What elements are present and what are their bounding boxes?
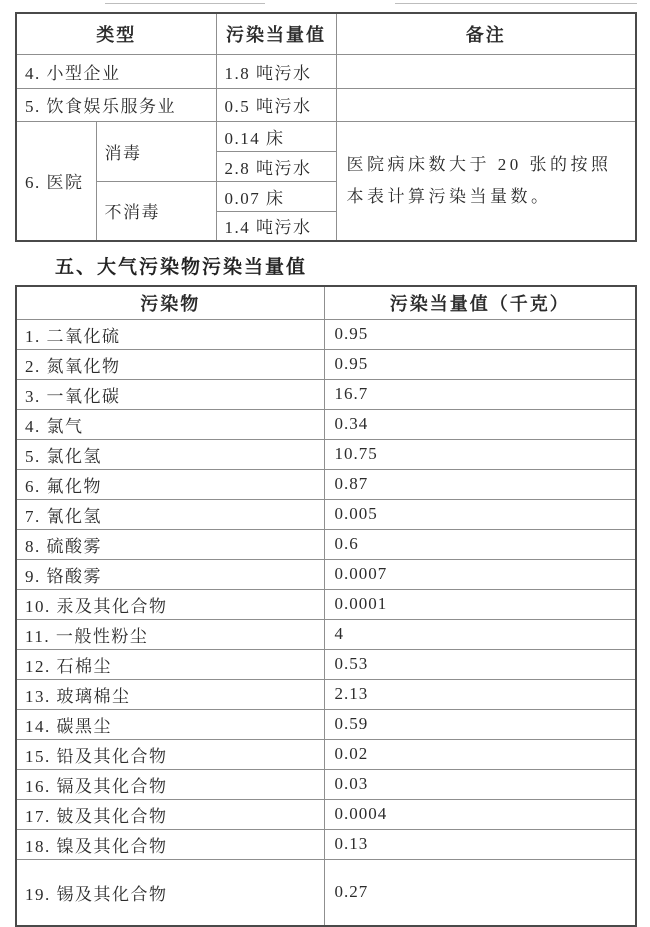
pollutant-name-cell: 15. 铅及其化合物 <box>16 739 324 769</box>
pollutant-value-cell: 0.27 <box>324 859 636 926</box>
type-cell: 4. 小型企业 <box>16 54 216 88</box>
table-header-row <box>16 286 636 319</box>
value-cell: 1.8 吨污水 <box>216 54 336 88</box>
pollutant-value-cell: 10.75 <box>324 439 636 469</box>
pollutant-value-cell: 4 <box>324 619 636 649</box>
table-row <box>16 619 636 649</box>
document-page <box>15 0 635 927</box>
pollutant-value-cell: 0.59 <box>324 709 636 739</box>
table-row <box>16 319 636 349</box>
pollutant-name-cell: 17. 铍及其化合物 <box>16 799 324 829</box>
air-pollutant-equivalent-table <box>15 285 637 927</box>
table-row <box>16 409 636 439</box>
pollutant-name-cell: 8. 硫酸雾 <box>16 529 324 559</box>
pollutant-value-cell: 0.6 <box>324 529 636 559</box>
pollutant-name-cell: 5. 氯化氢 <box>16 439 324 469</box>
type-cell: 5. 饮食娱乐服务业 <box>16 88 216 121</box>
pollutant-value-cell: 0.0001 <box>324 589 636 619</box>
value-cell: 2.8 吨污水 <box>216 151 336 181</box>
pollutant-name-cell: 1. 二氧化硫 <box>16 319 324 349</box>
table-row <box>16 529 636 559</box>
value-cell: 0.5 吨污水 <box>216 88 336 121</box>
pollutant-value-cell: 0.0004 <box>324 799 636 829</box>
table-row <box>16 799 636 829</box>
header-note: 备注 <box>336 13 636 54</box>
pollutant-value-cell: 0.13 <box>324 829 636 859</box>
pollutant-value-cell: 0.03 <box>324 769 636 799</box>
pollutant-value-cell: 0.95 <box>324 319 636 349</box>
table-row <box>16 649 636 679</box>
table-row <box>16 54 636 88</box>
sewage-equivalent-table <box>15 12 637 242</box>
pollutant-name-cell: 14. 碳黑尘 <box>16 709 324 739</box>
table-row <box>16 559 636 589</box>
header-pollutant: 污染物 <box>16 286 324 319</box>
pollutant-name-cell: 13. 玻璃棉尘 <box>16 679 324 709</box>
pollutant-value-cell: 0.02 <box>324 739 636 769</box>
value-cell: 1.4 吨污水 <box>216 211 336 241</box>
table-row <box>16 829 636 859</box>
disinfected-label-cell: 消毒 <box>96 121 216 181</box>
pollutant-value-cell: 0.95 <box>324 349 636 379</box>
pollutant-value-cell: 16.7 <box>324 379 636 409</box>
table-header-row <box>16 13 636 54</box>
pollutant-name-cell: 19. 锡及其化合物 <box>16 859 324 926</box>
note-cell <box>336 54 636 88</box>
note-cell <box>336 88 636 121</box>
table-row <box>16 499 636 529</box>
pollutant-name-cell: 11. 一般性粉尘 <box>16 619 324 649</box>
table-row <box>16 859 636 926</box>
pollutant-value-cell: 0.005 <box>324 499 636 529</box>
table-row <box>16 439 636 469</box>
value-cell: 0.14 床 <box>216 121 336 151</box>
pollutant-name-cell: 9. 铬酸雾 <box>16 559 324 589</box>
section-heading: 五、大气污染物污染当量值 <box>55 257 308 278</box>
header-equivalent-value: 污染当量值 <box>216 13 336 54</box>
pollutant-value-cell: 0.34 <box>324 409 636 439</box>
header-type: 类型 <box>16 13 216 54</box>
hospital-label-cell: 6. 医院 <box>16 121 96 241</box>
table-row <box>16 739 636 769</box>
pollutant-value-cell: 0.53 <box>324 649 636 679</box>
pollutant-name-cell: 7. 氰化氢 <box>16 499 324 529</box>
pollutant-value-cell: 2.13 <box>324 679 636 709</box>
pollutant-value-cell: 0.0007 <box>324 559 636 589</box>
pollutant-name-cell: 12. 石棉尘 <box>16 649 324 679</box>
pollutant-value-cell: 0.87 <box>324 469 636 499</box>
header-equivalent-value-kg: 污染当量值（千克） <box>324 286 636 319</box>
pollutant-name-cell: 16. 镉及其化合物 <box>16 769 324 799</box>
table-row <box>16 679 636 709</box>
table-row <box>16 469 636 499</box>
not-disinfected-label-cell: 不消毒 <box>96 181 216 241</box>
pollutant-name-cell: 4. 氯气 <box>16 409 324 439</box>
table-row-hospital <box>16 121 636 151</box>
pollutant-name-cell: 6. 氟化物 <box>16 469 324 499</box>
pollutant-name-cell: 2. 氮氧化物 <box>16 349 324 379</box>
pollutant-name-cell: 18. 镍及其化合物 <box>16 829 324 859</box>
table-row <box>16 349 636 379</box>
pollutant-name-cell: 10. 汞及其化合物 <box>16 589 324 619</box>
table-row <box>16 589 636 619</box>
table-row <box>16 769 636 799</box>
table-row <box>16 379 636 409</box>
pollutant-name-cell: 3. 一氧化碳 <box>16 379 324 409</box>
table-row <box>16 88 636 121</box>
hospital-note-cell: 医院病床数大于 20 张的按照本表计算污染当量数。 <box>336 121 636 241</box>
value-cell: 0.07 床 <box>216 181 336 211</box>
table-row <box>16 709 636 739</box>
